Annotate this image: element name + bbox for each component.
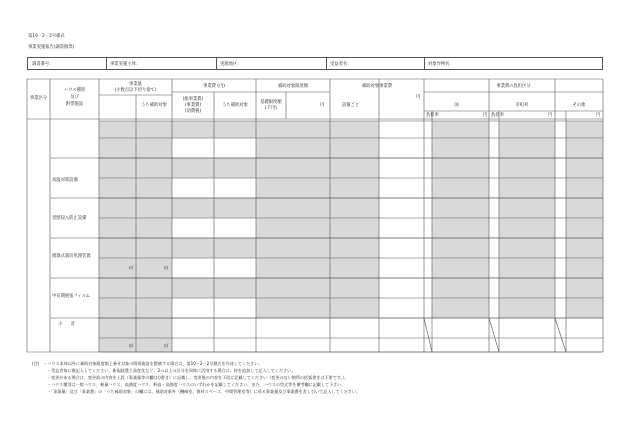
- col-limit-yen: 円: [320, 103, 325, 108]
- shade-others: [566, 121, 603, 318]
- shade-base-limit: [256, 121, 330, 318]
- yen-municipality: 円: [548, 113, 553, 118]
- survey-number-field[interactable]: 調書番号：: [32, 61, 54, 67]
- shade-municipality: [499, 121, 555, 318]
- col-cost: 事業費 (円): [203, 84, 225, 89]
- col-subsidy-cost: 補助対象事業費: [361, 84, 393, 89]
- col-municipality: 市町村: [515, 103, 529, 108]
- note-1: (注) ・ハウス本体以外に補助対象限度額上乗せ対象の附帯施設を整備する場合は、第10－2－2号様式を作成してください。: [32, 361, 263, 366]
- col-cost-tax: (消費税): [184, 109, 202, 114]
- diag: [424, 318, 432, 352]
- unit-sqm-3: ㎡: [129, 344, 134, 349]
- col-burden: 事業費の負担区分: [496, 84, 531, 89]
- district-field[interactable]: 実施地区：: [220, 61, 242, 67]
- col-subsidy-limit: 補助対象限度額: [277, 84, 309, 89]
- row-label-subtotal: 小 計: [58, 322, 76, 327]
- yen-country: 円: [483, 113, 488, 118]
- row-label-film: 中長期展張フィルム: [52, 294, 91, 299]
- yen-others: 円: [596, 113, 601, 118]
- col-others: その他: [572, 103, 586, 108]
- row-label-pest: 害獣侵入防止設備: [52, 216, 87, 221]
- note-2: ・受益者毎に後記入してください。新規就農と高度化など、2つ以上の区分を同時に活用する場合は、枠を追加して記入してください。: [47, 368, 296, 373]
- unit-sqm-2: ㎡: [164, 266, 169, 271]
- shade-country: [432, 121, 489, 318]
- row-label-recycle: 循環式栽培処理装置: [52, 254, 91, 259]
- note-3: ・変更がある場合は、変更前の内容を上段（事業量等の欄は()書き）に記載し、変更後の内容を下段に記載してください（変更のない箇所の括弧書きは不要です。）。: [47, 375, 349, 380]
- rate-country: 負担率: [426, 113, 439, 118]
- col-scale-sub: うち補助対象: [141, 103, 167, 108]
- shade-scale: [99, 121, 172, 352]
- col-house-type-1: ハウス種別: [63, 88, 86, 93]
- col-cost-sub: うち補助対象: [222, 103, 248, 108]
- beneficiary-field[interactable]: 受益者名：: [330, 61, 352, 67]
- col-category: 事業区分: [29, 96, 48, 101]
- col-cost-total: (総事業費): [182, 97, 204, 102]
- col-cost-base: (事業費): [184, 103, 202, 108]
- col-house-type-2: 及び: [70, 95, 79, 100]
- col-scale-note: (小数点以下切り捨て): [114, 88, 157, 93]
- diag: [555, 318, 566, 352]
- col-scale: 事業量: [129, 82, 142, 87]
- note-4: ・ハウス種別は一般ハウス、軽量ハウス、高強度ハウス、軒高・高強度ハウスのいずれかを記載してください。また、ハウスの型式等を備考欄に記載して下さい。: [47, 382, 346, 387]
- col-base-limit-unit: (千円): [265, 106, 277, 111]
- col-facility: 設備ごと: [342, 103, 360, 108]
- rate-municipality: 負担率: [491, 113, 504, 118]
- col-base-limit: 基礎限度額: [260, 100, 282, 105]
- diag: [489, 318, 499, 352]
- row-label-heat: 高温対策設備: [52, 178, 78, 183]
- note-5: ・「事業量」及び「事業費」の「うち補助対象」の欄には、補助対象外（機械室、資材スペース、中間管理室等）に係る事業量及び事業費を差し引いて記入してください。: [47, 389, 361, 394]
- implementer-field[interactable]: 事業実施主体：: [110, 61, 141, 67]
- unit-sqm-4: ㎡: [164, 344, 169, 349]
- unit-sqm-1: ㎡: [129, 266, 134, 271]
- form-title: 事業実施報告(調書個票): [28, 45, 75, 50]
- crop-field[interactable]: 対象作物名：: [428, 61, 454, 67]
- col-cost-yen: 円: [416, 95, 421, 100]
- col-house-type-3: 附帯施設: [65, 102, 84, 107]
- col-country: 国: [454, 103, 459, 108]
- shade-facility: [330, 121, 379, 318]
- form-id: 第10－2－2号様式: [28, 34, 65, 39]
